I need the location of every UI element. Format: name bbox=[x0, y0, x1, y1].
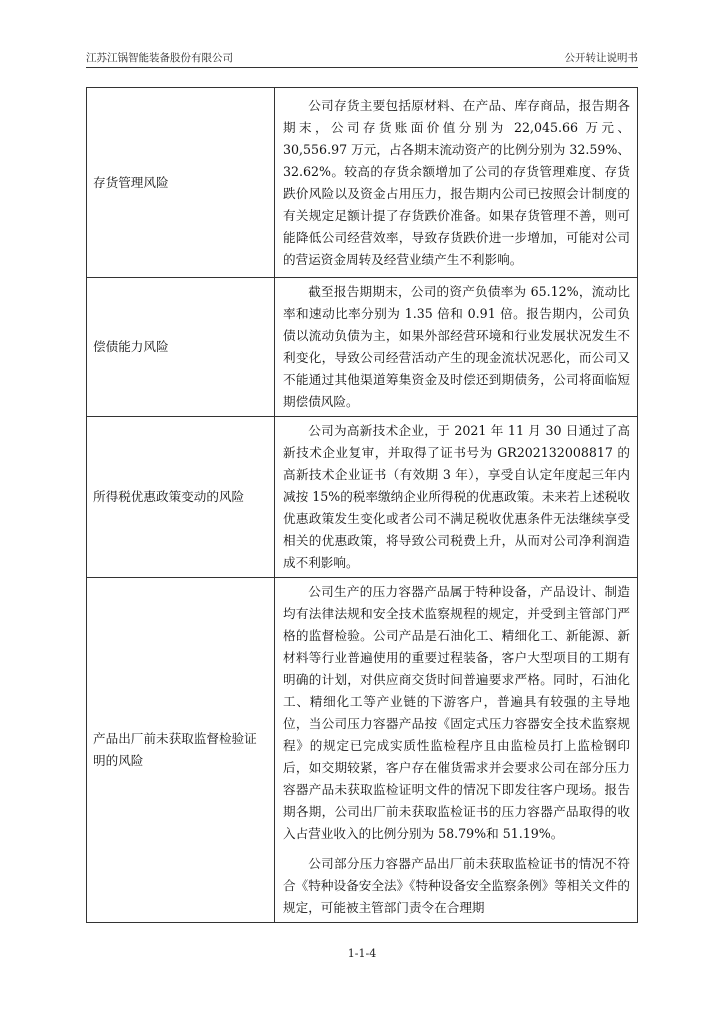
risk-name-cell: 存货管理风险 bbox=[87, 88, 275, 278]
risk-description-cell bbox=[275, 578, 638, 923]
table-row bbox=[87, 88, 638, 278]
risk-description-cell bbox=[275, 278, 638, 417]
risk-description-cell bbox=[275, 417, 638, 578]
risk-name-cell: 产品出厂前未获取监督检验证明的风险 bbox=[87, 578, 275, 923]
table-row bbox=[87, 417, 638, 578]
document-title: 公开转让说明书 bbox=[564, 52, 638, 64]
table-row bbox=[87, 278, 638, 417]
risk-paragraph: 截至报告期期末，公司的资产负债率为 65.12%，流动比率和速动比率分别为 1.35 倍和 0.91 倍。报告期内，公司负债以流动负债为主，如果外部经营环境和行业发展状况发生不利变化，导致公司经营活动产生的现金流状况恶化，而公司又不能通过其他渠道筹集资金及时偿还到期债务，公司将面临短期偿债风险。 bbox=[283, 284, 630, 409]
risk-paragraph: 公司为高新技术企业，于 2021 年 11 月 30 日通过了高新技术企业复审，并取得了证书号为 GR202132008817 的高新技术企业证书（有效期 3 年），享受自认定年度起三年内减按 15%的税率缴纳企业所得税的优惠政策。未来若上述税收优惠政策发生变化或者公司不满足税收优惠条件无法继续享受相关的优惠政策，将导致公司税费上升，从而对公司净利润造成不利影响。 bbox=[283, 423, 630, 570]
risk-name-cell: 偿债能力风险 bbox=[87, 278, 275, 417]
risk-paragraph: 公司存货主要包括原材料、在产品、库存商品，报告期各期末，公司存货账面价值分别为 22,045.66 万元、30,556.97 万元，占各期末流动资产的比例分别为 32.59%、32.62%。较高的存货余额增加了公司的存货管理难度、存货跌价风险以及资金占用压力，报告期内公司已按照会计制度的有关规定足额计提了存货跌价准备。如果存货管理不善，则可能降低公司经营效率，导致存货跌价进一步增加，可能对公司的营运资金周转及经营业绩产生不利影响。 bbox=[283, 97, 630, 267]
risk-table bbox=[86, 87, 638, 923]
risk-name-cell: 所得税优惠政策变动的风险 bbox=[87, 417, 275, 578]
risk-paragraph: 公司部分压力容器产品出厂前未获取监检证书的情况不符合《特种设备安全法》《特种设备安全监察条例》等相关文件的规定，可能被主管部门责令在合理期 bbox=[283, 856, 630, 915]
risk-description-cell bbox=[275, 88, 638, 278]
page-header bbox=[86, 50, 638, 65]
page-number: 1-1-4 bbox=[347, 947, 377, 960]
table-row bbox=[87, 578, 638, 923]
header-divider bbox=[86, 67, 638, 68]
risk-paragraph: 公司生产的压力容器产品属于特种设备，产品设计、制造均有法律法规和安全技术监察规程的规定，并受到主管部门严格的监督检验。公司产品是石油化工、精细化工、新能源、新材料等行业普遍使用的重要过程装备，客户大型项目的工期有明确的计划，对供应商交货时间普遍要求严格。同时，石油化工、精细化工等产业链的下游客户，普遍具有较强的主导地位，当公司压力容器产品按《固定式压力容器安全技术监察规程》的规定已完成实质性监检程序且由监检员打上监检钢印后，如交期较紧，客户存在催货需求并会要求公司在部分压力容器产品未获取监检证明文件的情况下即发往客户现场。报告期各期，公司出厂前未获取监检证书的压力容器产品取得的收入占营业收入的比例分别为 58.79%和 51.19%。 bbox=[283, 584, 630, 841]
company-name: 江苏江锅智能装备股份有限公司 bbox=[86, 52, 233, 64]
